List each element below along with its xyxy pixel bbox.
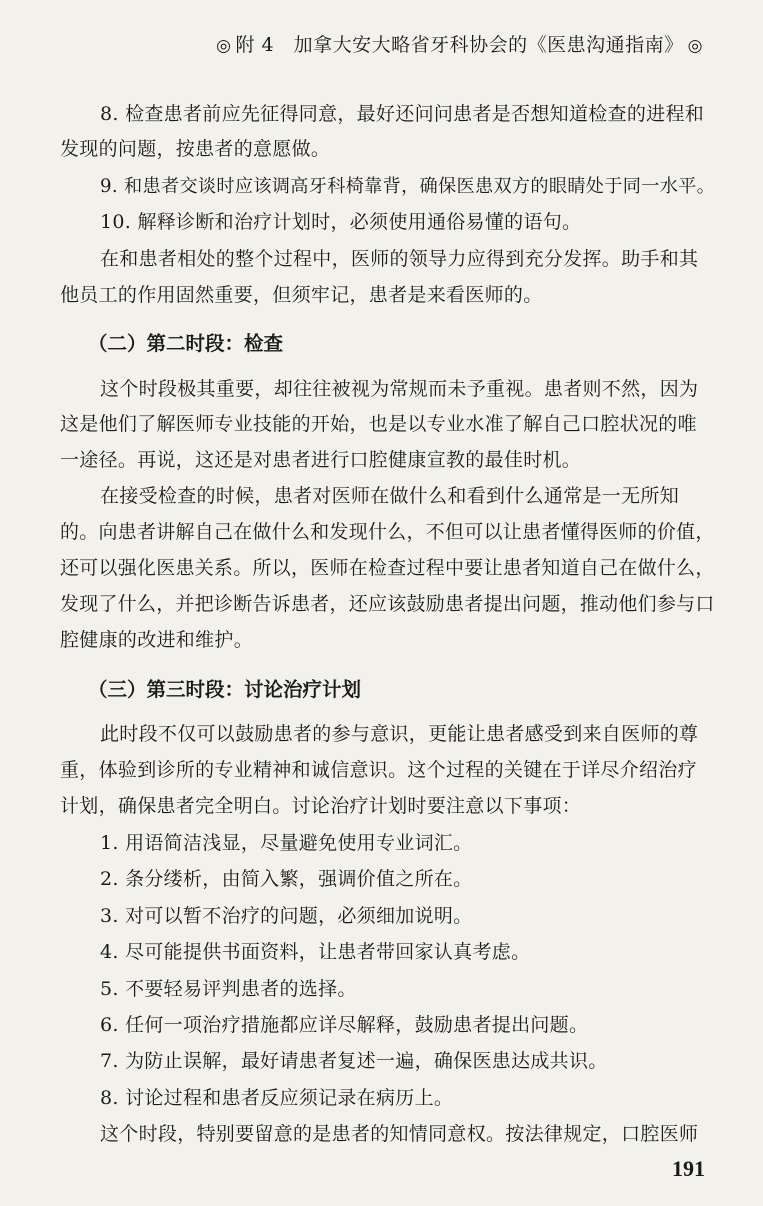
text-line: 这个时段，特别要留意的是患者的知情同意权。按法律规定，口腔医师 <box>100 1123 699 1145</box>
list-item: 1. 用语简洁浅显，尽量避免使用专业词汇。 <box>100 832 473 854</box>
text-line: 8. 检查患者前应先征得同意，最好还问问患者是否想知道检查的进程和 <box>100 103 705 125</box>
circle-mark-left: ◎ <box>216 36 232 56</box>
header-title: 附 4 加拿大安大略省牙科协会的《医患沟通指南》 <box>235 34 684 56</box>
text-line: 计划，确保患者完全明白。讨论治疗计划时要注意以下事项： <box>60 795 582 817</box>
text-line: 还可以强化医患关系。所以，医师在检查过程中要让患者知道自己在做什么， <box>60 557 715 579</box>
circle-mark-right: ◎ <box>687 36 703 56</box>
list-item: 5. 不要轻易评判患者的选择。 <box>100 978 357 1000</box>
text-line: 的。向患者讲解自己在做什么和发现什么，不但可以让患者懂得医师的价值， <box>60 521 715 543</box>
text-line: 发现了什么，并把诊断告诉患者，还应该鼓励患者提出问题，推动他们参与口 <box>60 593 715 615</box>
text-line: 9. 和患者交谈时应该调高牙科椅靠背，确保医患双方的眼睛处于同一水平。 <box>100 176 716 197</box>
list-item: 7. 为防止误解，最好请患者复述一遍，确保医患达成共识。 <box>100 1050 608 1072</box>
list-item: 4. 尽可能提供书面资料，让患者带回家认真考虑。 <box>100 941 531 963</box>
text-line: 发现的问题，按患者的意愿做。 <box>60 138 331 160</box>
text-line: 一途径。再说，这还是对患者进行口腔健康宣教的最佳时机。 <box>60 449 582 471</box>
list-item: 6. 任何一项治疗措施都应详尽解释，鼓励患者提出问题。 <box>100 1014 589 1036</box>
text-line: 在和患者相处的整个过程中，医师的领导力应得到充分发挥。助手和其 <box>100 248 699 270</box>
text-line: 在接受检查的时候，患者对医师在做什么和看到什么通常是一无所知 <box>100 485 680 507</box>
section-heading: （二）第二时段：检查 <box>88 332 284 355</box>
text-line: 这个时段极其重要，却往往被视为常规而未予重视。患者则不然，因为 <box>100 378 699 400</box>
section-heading: （三）第三时段：讨论治疗计划 <box>88 678 362 701</box>
text-line: 此时段不仅可以鼓励患者的参与意识，更能让患者感受到来自医师的尊 <box>100 723 699 745</box>
text-line: 10. 解释诊断和治疗计划时，必须使用通俗易懂的语句。 <box>100 211 582 233</box>
text-line: 腔健康的改进和维护。 <box>60 629 254 651</box>
list-item: 3. 对可以暂不治疗的问题，必须细加说明。 <box>100 905 473 927</box>
list-item: 8. 讨论过程和患者反应须记录在病历上。 <box>100 1087 454 1109</box>
page-number: 191 <box>672 1156 705 1181</box>
text-line: 重，体验到诊所的专业精神和诚信意识。这个过程的关键在于详尽介绍治疗 <box>60 759 697 781</box>
list-item: 2. 条分缕析，由简入繁，强调价值之所在。 <box>100 868 473 890</box>
text-line: 这是他们了解医师专业技能的开始，也是以专业水准了解自己口腔状况的唯 <box>60 413 697 435</box>
text-line: 他员工的作用固然重要，但须牢记，患者是来看医师的。 <box>60 284 543 306</box>
running-header <box>216 30 703 57</box>
